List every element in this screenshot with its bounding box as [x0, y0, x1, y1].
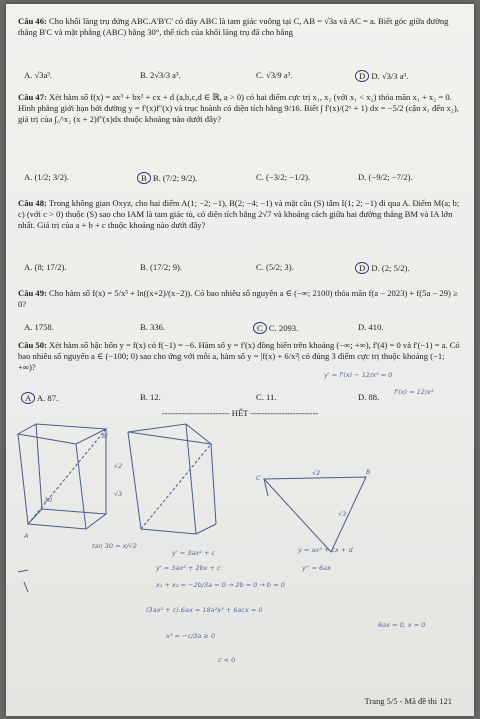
question-49-text: Cho hàm số f(x) = 5/x³ + ln((x+2)/(x−2)). Có bao nhiêu số nguyên a ∈ (−∞; 2100) thỏa mãn f(a − 2023) + f(5a − 29) ≥ 0? — [18, 288, 458, 309]
option-a: A A. 87. — [24, 392, 58, 404]
label-b: B — [366, 468, 371, 476]
circled-answer: D — [355, 70, 369, 82]
question-50-text: Xét hàm số bậc bốn y = f(x) có f(−1) = −6. Hàm số y = f'(x) đồng biến trên khoảng (−∞; +∞), f'(4) = 0 và f'(−1) = a. Có bao nhiêu số nguyên a ∈ (−100; 0) sao cho ứng với mỗi a, hàm số y = |f(x) + 6/x²| có đúng 3 điểm cực trị thuộc khoảng (−1; +∞)? — [18, 340, 460, 372]
label-angle-30: 30 — [44, 496, 53, 504]
circled-answer: D — [355, 262, 369, 274]
note-function: y = ax³ + cx + d — [298, 546, 353, 554]
option-b: B B. (7/2; 9/2). — [140, 172, 197, 184]
option-a: A. 1758. — [24, 322, 54, 332]
question-46-text: Cho khối lăng trụ đứng ABC.A'B'C' có đáy ABC là tam giác vuông tại C, AB = √3a và AC = a. Biết góc giữa đường thẳng B'C và mặt phẳng (ABC) bằng 30°, thể tích của khối lăng trụ đã cho bằng — [18, 16, 449, 37]
option-c: C C. 2093. — [256, 322, 298, 334]
page-footer: Trang 5/5 - Mã đề thi 121 — [364, 696, 452, 706]
note-c-negative: c < 0 — [218, 656, 236, 664]
option-a: A. (8; 17/2). — [24, 262, 67, 272]
option-d: D D. √3/3 a³. — [358, 70, 408, 82]
circled-answer: A — [21, 392, 35, 404]
note-y-prime: y' = f'(x) − 12/x³ = 0 — [324, 371, 393, 379]
option-c: C. √3/9 a³. — [256, 70, 293, 80]
option-d: D. 410. — [358, 322, 384, 332]
label-triangle-sqrt2: √2 — [312, 469, 321, 477]
note-f-prime: f'(x) = 12/x³ — [394, 388, 434, 396]
question-50-label: Câu 50: — [18, 340, 47, 350]
option-c: C. (−3/2; −1/2). — [256, 172, 311, 182]
label-b-prime: B' — [102, 432, 109, 440]
question-49-label: Câu 49: — [18, 288, 47, 298]
option-b: B. 2√3/3 a³. — [140, 70, 181, 80]
option-b: B. 12. — [140, 392, 161, 402]
option-d: D D. (2; 5/2). — [358, 262, 410, 274]
circled-answer: C — [253, 322, 267, 334]
note-6ax: 6ax = 0, x = 0 — [378, 621, 426, 629]
question-47-text: Xét hàm số f(x) = ax³ + bx² + cx + d (a,b,c,d ∈ ℝ, a > 0) có hai điểm cực trị x₁, x₂ (với x₁ < x₂) thỏa mãn x₁ + x₂ = 0. Hình phẳng giới hạn bởi đường y = f'(x)f''(x) và trục hoành có diện tích bằng 9/16. Biết ∫ f'(x)/(2ˣ + 1) dx = −5/2 (cận x₁ đến x₂), giá trị của ∫₀^x₂ (x + 2)f''(x)dx thuộc khoảng nào dưới đây? — [18, 92, 459, 124]
note-x-squared: x² = −c/3a ≥ 0 — [166, 632, 216, 640]
question-48-label: Câu 48: — [18, 198, 47, 208]
option-c: C. 11. — [256, 392, 277, 402]
question-46-label: Câu 46: — [18, 16, 47, 26]
label-sqrt3: √3 — [114, 490, 123, 498]
question-47-label: Câu 47: — [18, 92, 47, 102]
note-derivative-1: y' = 3ax² + c — [172, 549, 215, 557]
circled-answer: B — [137, 172, 151, 184]
note-derivative-2: y' = 3ax² + 2bx + c — [156, 564, 221, 572]
option-b: B. 336. — [140, 322, 166, 332]
label-sqrt2: √2 — [114, 462, 123, 470]
label-c: C — [256, 474, 261, 482]
label-a: A — [24, 532, 29, 540]
option-b: B. (17/2; 9). — [140, 262, 183, 272]
option-a: A. (1/2; 3/2). — [24, 172, 69, 182]
option-a: A. √3a³. — [24, 70, 53, 80]
option-d: D. 88. — [358, 392, 380, 402]
exam-page — [6, 4, 474, 716]
label-triangle-sqrt3: √3 — [338, 510, 347, 518]
option-c: C. (5/2; 3). — [256, 262, 294, 272]
note-product: (3ax² + c).6ax = 18a²x³ + 6acx = 0 — [146, 606, 263, 614]
note-vieta: x₁ + x₂ = −2b/3a = 0 → 2b = 0 → b = 0 — [156, 581, 285, 589]
end-marker: ------------------------ HẾT ------------------------ — [161, 408, 319, 418]
note-second-derivative: y'' = 6ax — [302, 564, 331, 572]
note-tan30: tan 30 = x/√2 — [92, 542, 137, 550]
question-48-text: Trong không gian Oxyz, cho hai điểm A(1; −2; −1), B(2; −4; −1) và mặt cầu (S) tâm I(1; 2; −1) đi qua A. Điểm M(a; b; c) (với c > 0) thuộc (S) sao cho IAM là tam giác tù, có diện tích bằng 2√7 và khoảng cách giữa hai đường thẳng BM và IA lớn nhất. Giá trị của a + b + c thuộc khoảng nào dưới đây? — [18, 198, 460, 230]
option-d: D. (−9/2; −7/2). — [358, 172, 413, 182]
